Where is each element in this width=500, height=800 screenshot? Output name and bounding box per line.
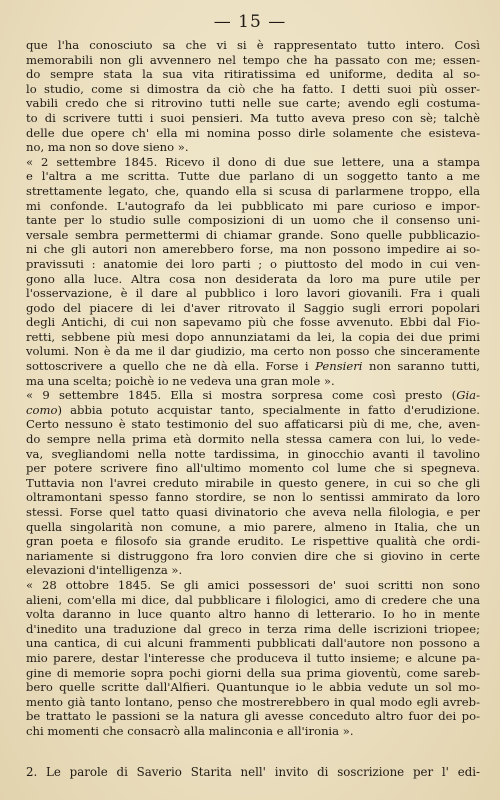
text-line: sottoscrivere a quello che ne dà ella. Forse i Pensieri non saranno tutti,: [26, 359, 480, 374]
text-line: memorabili non gli avvennero nel tempo che ha passato con me; essen-: [26, 52, 480, 67]
text-line: nariamente si distruggono fra loro convien dire che si giovino in certe: [26, 548, 480, 563]
text-line: bero quelle scritte dall'Alfieri. Quantunque io le abbia vedute un sol mo-: [26, 680, 480, 695]
text-line: « 9 settembre 1845. Ella si mostra sorpresa come così presto (Gia-: [26, 388, 480, 403]
text-line: alieni, com'ella mi dice, dal pubblicare i filologici, amo di credere che una: [26, 592, 480, 607]
text-line: gono alla luce. Altra cosa non desiderata da loro ma pure utile per: [26, 271, 480, 286]
text-line: chi momenti che consacrò alla malinconia e all'ironia ».: [26, 723, 354, 738]
text-line: pravissuti : anatomie dei loro parti ; o piuttosto del modo in cui ven-: [26, 256, 480, 271]
text-line: quella singolarità non comune, a mio parere, almeno in Italia, che un: [26, 519, 480, 534]
text-line: mento già tanto lontano, penso che mostrerebbero in qual modo egli avreb-: [26, 694, 480, 709]
text-line: gine di memorie sopra pochi giorni della sua prima gioventù, come sareb-: [26, 665, 480, 680]
text-line: do sempre nella prima età dormito nella stessa camera con lui, lo vede-: [26, 432, 480, 447]
text-line: degli Antichi, di cui non sapevamo più che fosse avvenuto. Ebbi dal Fio-: [26, 315, 480, 330]
text-line: Tuttavia non l'avrei creduto mirabile in questo genere, in cui so che gli: [26, 475, 480, 490]
text-line: tante per lo studio sulle composizioni di un uomo che il consenso uni-: [26, 213, 480, 228]
text-line: retti, sebbene più mesi dopo annunziatami da lei, la copia dei due primi: [26, 329, 480, 344]
text-line: volta daranno in luce quanto altro hanno di letterario. Io ho in mente: [26, 607, 480, 622]
text-line: mi confonde. L'autografo da lei pubblicato mi pare curioso e impor-: [26, 198, 480, 213]
text-line: « 28 ottobre 1845. Se gli amici possessori de' suoi scritti non sono: [26, 577, 480, 592]
text-line: to di scrivere tutti i suoi pensieri. Ma tutto aveva preso con sè; talchè: [26, 110, 480, 125]
text-line: stessi. Forse quel tatto quasi divinatorio che aveva nella filologia, e per: [26, 505, 480, 519]
text-line: que l'ha conosciuto sa che vi si è rappresentato tutto intero. Così: [26, 38, 480, 52]
text-line: delle due opere ch' ella mi nomina posso dirle solamente che esisteva-: [26, 125, 480, 140]
text-line: no, ma non so dove sieno ».: [26, 140, 189, 155]
text-line: va, svegliandomi nella notte tardissima, in ginocchio avanti il tavolino: [26, 446, 480, 461]
text-line: « 2 settembre 1845. Ricevo il dono di due sue lettere, una a stampa: [26, 154, 480, 169]
text-line: e l'altra a me scritta. Tutte due parlano di un soggetto tanto a me: [26, 169, 480, 184]
text-line: volumi. Non è da me il dar giudizio, ma certo non posso che sinceramente: [26, 344, 480, 359]
text-line: be trattato le passioni se la natura gli avesse conceduto altro fuor dei po-: [26, 709, 480, 724]
text-line: gran poeta e filosofo sia grande erudito. Le rispettive qualità che ordi-: [26, 534, 480, 549]
text-line: do sempre stata la sua vita ritiratissima ed uniforme, dedita al so-: [26, 67, 480, 82]
footnote: 2. Le parole di Saverio Starita nell' invito di soscrizione per l' edi-: [26, 765, 480, 779]
text-line: ma una scelta; poichè io ne vedeva una gran mole ».: [26, 373, 335, 388]
text-line: l'osservazione, è il dare al pubblico i loro lavori giovanili. Fra i quali: [26, 286, 480, 301]
text-line: per potere scrivere fino all'ultimo momento col lume che si spegneva.: [26, 461, 480, 476]
text-line: vabili credo che si ritrovino tutti nelle sue carte; avendo egli costuma-: [26, 96, 480, 111]
text-line: d'inedito una traduzione dal greco in terza rima delle iscrizioni triopee;: [26, 621, 480, 636]
text-line: oltramontani spesso fanno stordire, se non lo sentissi ammirato da loro: [26, 490, 480, 505]
text-line: versale sembra permettermi di chiamar grande. Sono quelle pubblicazio-: [26, 227, 480, 242]
body-text: [26, 38, 480, 739]
text-line: ni che gli autori non amerebbero forse, ma non possono impedire ai so-: [26, 242, 480, 257]
text-line: elevazioni d'intelligenza ».: [26, 563, 183, 578]
text-line: strettamente legato, che, quando ella si scusa di parlarmene troppo, ella: [26, 183, 480, 198]
text-line: mio parere, destar l'interesse che produceva il tutto insieme; e alcune pa-: [26, 650, 480, 665]
page-number: — 15 —: [213, 12, 287, 32]
text-line: como) abbia potuto acquistar tanto, specialmente in fatto d'erudizione.: [26, 402, 480, 417]
text-line: una cantica, di cui alcuni frammenti pubblicati dall'autore non possono a: [26, 636, 480, 651]
text-line: godo del piacere di lei d'aver ritrovato il Saggio sugli errori popolari: [26, 300, 480, 315]
text-line: Certo nessuno è stato testimonio del suo affaticarsi più di me, che, aven-: [26, 417, 480, 432]
text-line: lo studio, come si dimostra da ciò che ha fatto. I detti suoi più osser-: [26, 81, 480, 96]
